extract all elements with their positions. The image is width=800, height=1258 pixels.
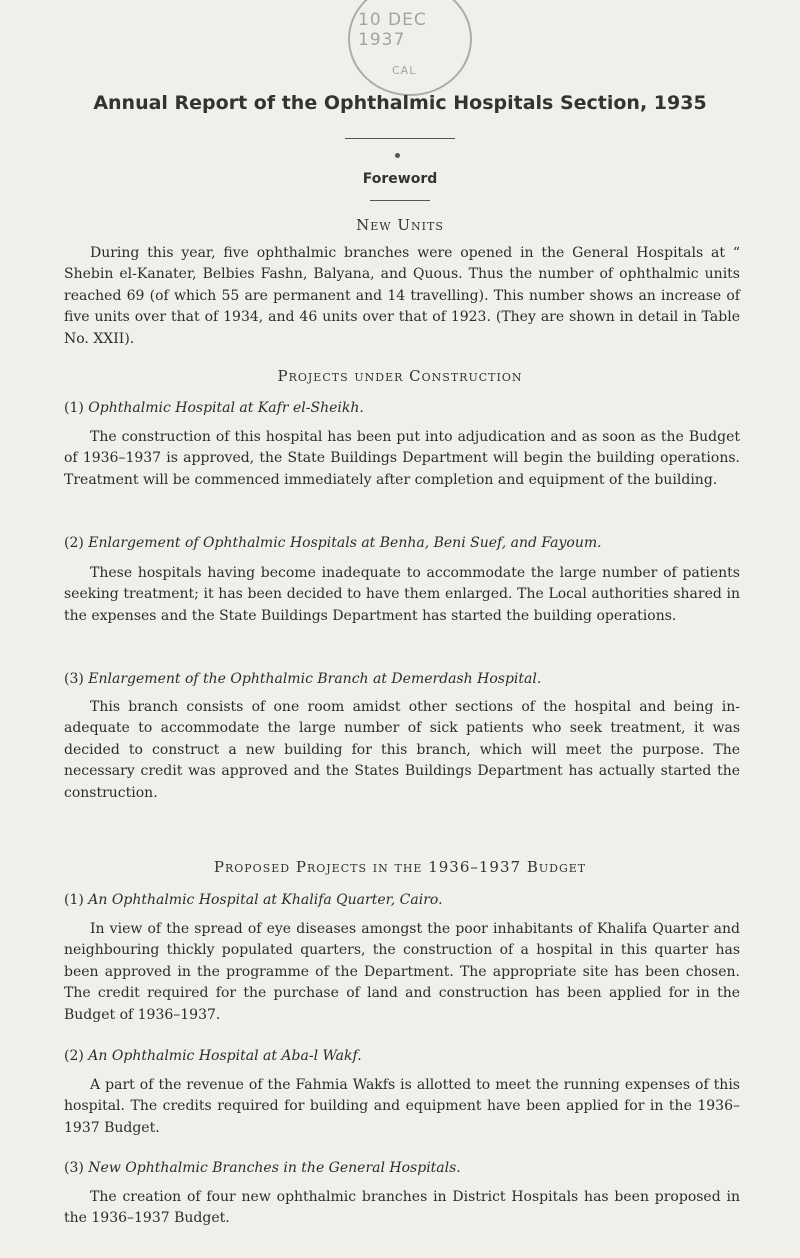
- proposed-2-title: [64, 1048, 740, 1064]
- proposed-1-title: [64, 892, 740, 908]
- proposed-3-number: (3): [64, 1160, 84, 1176]
- proposed-2-number: (2): [64, 1048, 84, 1064]
- proposed-3-title: [64, 1160, 740, 1176]
- new-units-heading: New Units: [356, 216, 444, 234]
- project-1-paragraph: The construction of this hospital has been put into adjudication and as soon as the Budget of 1936–1937 is approved, the State Buildings Department will begin the building operations. Treatment will be commenced immediately after completion and equipment of the building.: [64, 429, 740, 488]
- new-units-paragraph: During this year, five ophthalmic branches were opened in the General Hospitals at “ Shebin el-Kanater, Belbies Fashn, Balyana, and Quous. Thus the number of ophthalmic units reached 69 (of which 55 are permanent and 14 travelling). This number shows an increase of five units over that of 1934, and 46 units over that of 1923. (They are shown in detail in Table No. XXII).: [64, 245, 740, 347]
- proposed-1-paragraph: In view of the spread of eye diseases amongst the poor inhabitants of Khalifa Quarter and neighbouring thickly populated quarters, the construction of a hospital in this quarter has been approved in the programme of the Department. The appropriate site has been chosen. The credit required for the purchase of land and construction has been applied for in the Budget of 1936–1937.: [64, 921, 740, 1023]
- proposed-3-title-text: New Ophthalmic Branches in the General Hospitals.: [88, 1160, 461, 1176]
- report-title: Annual Report of the Ophthalmic Hospitals Section, 1935: [93, 92, 707, 114]
- received-stamp: [348, 0, 472, 96]
- project-1-title-text: Ophthalmic Hospital at Kafr el-Sheikh.: [88, 400, 364, 416]
- project-2-title: [64, 535, 740, 551]
- proposed-2-paragraph: A part of the revenue of the Fahmia Wakfs is allotted to meet the running expenses of this hospital. The credits required for building and equipment have been applied for in the 1936–1937 Budget.: [64, 1077, 740, 1136]
- project-2-paragraph: These hospitals having become inadequate to accommodate the large number of patients seeking treatment; it has been decided to have them enlarged. The Local authorities shared in the expenses and the State Buildings Department has started the building operations.: [64, 565, 740, 624]
- ornament-dot: [395, 153, 400, 158]
- project-1-number: (1): [64, 400, 84, 416]
- stamp-bottom-text: CAL: [392, 64, 417, 77]
- stamp-date-text: 10 DEC 1937: [358, 10, 427, 50]
- projects-heading: Projects under Construction: [277, 367, 523, 385]
- title-divider: [345, 138, 455, 139]
- project-2-title-text: Enlargement of Ophthalmic Hospitals at Benha, Beni Suef, and Fayoum.: [88, 535, 602, 551]
- project-3-title: [64, 671, 740, 687]
- foreword-divider: [370, 200, 430, 201]
- proposed-1-title-text: An Ophthalmic Hospital at Khalifa Quarter, Cairo.: [88, 892, 443, 908]
- project-1-title: [64, 400, 740, 416]
- foreword-heading: Foreword: [362, 171, 438, 187]
- project-3-title-text: Enlargement of the Ophthalmic Branch at Demerdash Hospital.: [88, 671, 542, 687]
- proposed-1-number: (1): [64, 892, 84, 908]
- project-3-paragraph: This branch consists of one room amidst other sections of the hospital and being in-adequate to accommodate the large number of sick patients who seek treatment, it was decided to construct a new building for this branch, which will meet the purpose. The necessary credit was approved and the States Buildings Department has actually started the construction.: [64, 699, 740, 801]
- project-3-number: (3): [64, 671, 84, 687]
- proposed-3-paragraph: The creation of four new ophthalmic branches in District Hospitals has been proposed in the 1936–1937 Budget.: [64, 1189, 740, 1227]
- proposed-2-title-text: An Ophthalmic Hospital at Aba-l Wakf.: [88, 1048, 362, 1064]
- proposed-heading: Proposed Projects in the 1936–1937 Budget: [213, 858, 587, 876]
- project-2-number: (2): [64, 535, 84, 551]
